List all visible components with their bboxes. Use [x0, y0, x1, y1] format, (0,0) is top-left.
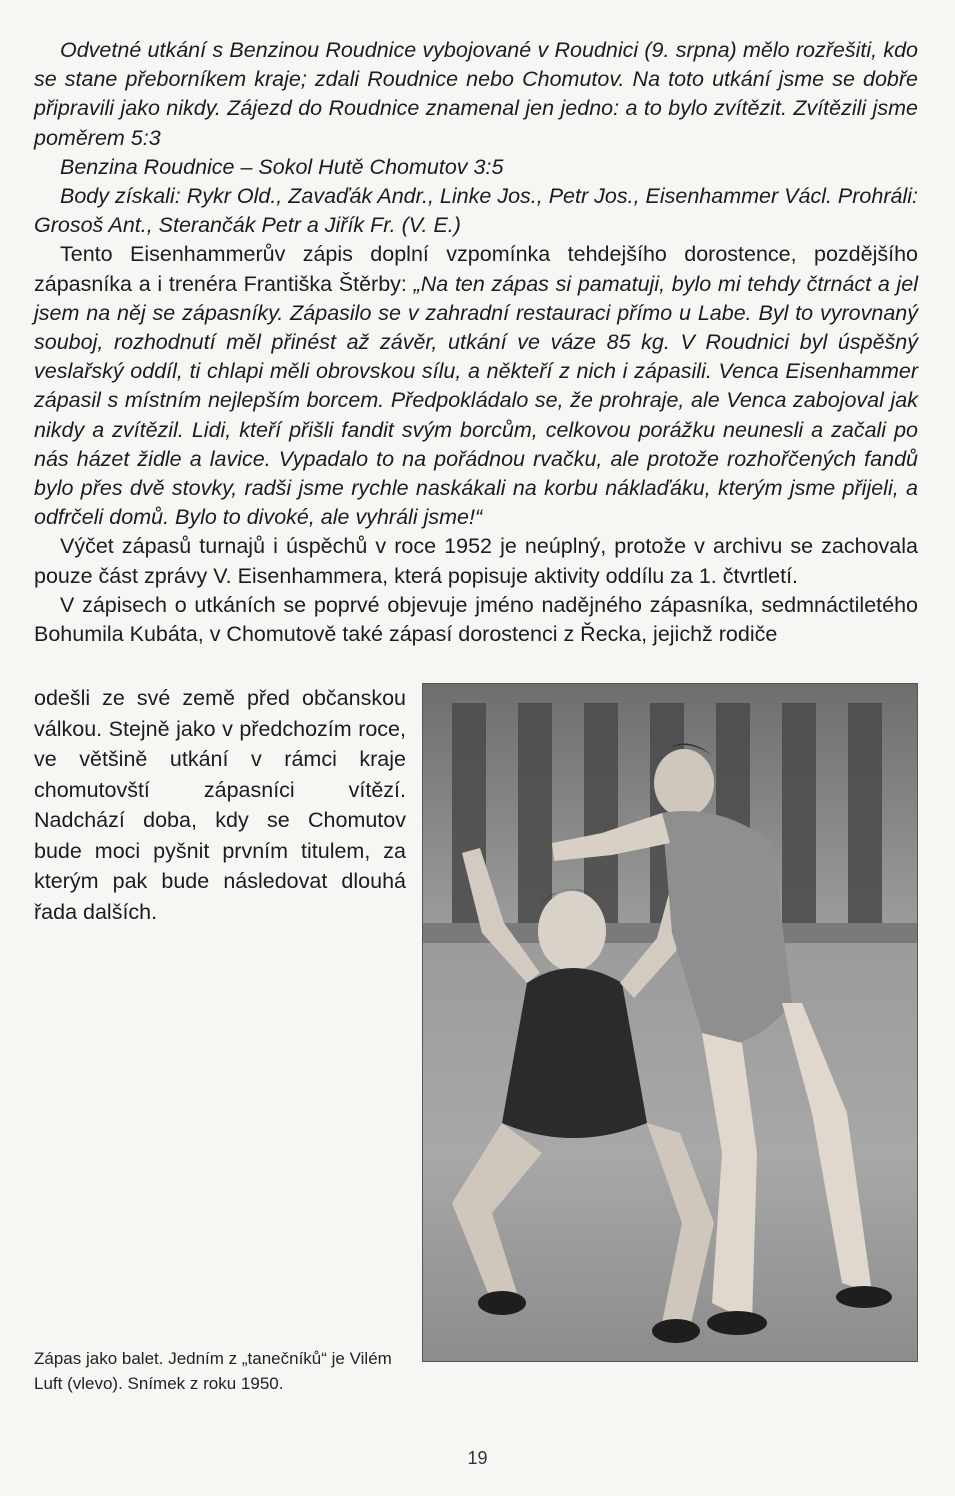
memory-intro: Tento Eisenhammerův zápis doplní vzpomínka tehdejšího dorostence, pozdějšího zápasníka a i trenéra Františka Štěrby:: [34, 242, 918, 296]
main-text: [34, 36, 918, 649]
photo-wrap-area: [34, 683, 918, 1372]
wrestling-photo-illustration: [422, 683, 918, 1362]
paragraph-kubat: V zápisech o utkáních se poprvé objevuje jméno nadějného zápasníka, sedmnáctiletého Bohumila Kubáta, v Chomutově také zápasí dorostenci z Řecka, jejichž rodiče: [34, 592, 918, 647]
photo-caption: Zápas jako balet. Jedním z „tanečníků“ je Vilém Luft (vlevo). Snímek z roku 1950.: [34, 1349, 392, 1393]
memory-quote: „Na ten zápas si pamatuji, bylo mi tehdy čtrnáct a jel jsem na něj se zápasníky. Zápasilo se v zahradní restauraci přímo u Labe. Byl to vyrovnaný souboj, rozhodnutí měl přinést až závěr, utkání ve váze 85 kg. V Roudnici byl úspěšný veslařský oddíl, ti chlapi měli obrovskou sílu, a někteří z nich i zápasili. Venca Eisenhammer zápasil s místním nejlepším borcem. Předpokládalo se, že prohraje, ale Venca zabojoval jak nikdy a zvítězil. Lidi, kteří přišli fandit svým borcům, celkovou porážku neunesli a začali po nás házet židle a lavice. Vypadalo to na pořádnou rvačku, ale protože rozhořčených fandů bylo přes dvě stovky, radši jsme rychle naskákali na korbu náklaďáku, kterým jsme přijeli, a odfrčeli domů. Bylo to divoké, ale vyhráli jsme!“: [34, 271, 918, 530]
paragraph-match-report: Odvetné utkání s Benzinou Roudnice vybojované v Roudnici (9. srpna) mělo rozřešiti, kdo se stane přeborníkem kraje; zdali Roudnice nebo Chomutov. Na toto utkání jsme se dobře připravili jako nikdy. Zájezd do Roudnice znamenal jen jedno: a to bylo zvítězit. Zvítězili jsme poměrem 5:3: [34, 38, 918, 150]
wrestling-photo: [422, 683, 918, 1362]
paragraph-memory: [34, 240, 918, 532]
paragraph-continuation: odešli ze své země před občanskou válkou. Stejně jako v předchozím roce, ve většině utkání v rámci kraje chomutovští zápasníci vítězí. Nadchází doba, kdy se Chomutov bude moci pyšnit prvním titulem, za kterým pak bude následovat dlouhá řada dalších.: [34, 686, 406, 924]
page-number: 19: [467, 1448, 488, 1468]
paragraph-match-score: Benzina Roudnice – Sokol Hutě Chomutov 3:5: [60, 154, 504, 179]
paragraph-points: Body získali: Rykr Old., Zavaďák Andr., Linke Jos., Petr Jos., Eisenhammer Václ. Prohráli: Grosoš Ant., Sterančák Petr a Jiřík Fr. (V. E.): [34, 184, 918, 238]
paragraph-incomplete-list: Výčet zápasů turnajů i úspěchů v roce 1952 je neúplný, protože v archivu se zachovala pouze část zprávy V. Eisenhammera, která popisuje aktivity oddílu za 1. čtvrtletí.: [34, 534, 918, 588]
